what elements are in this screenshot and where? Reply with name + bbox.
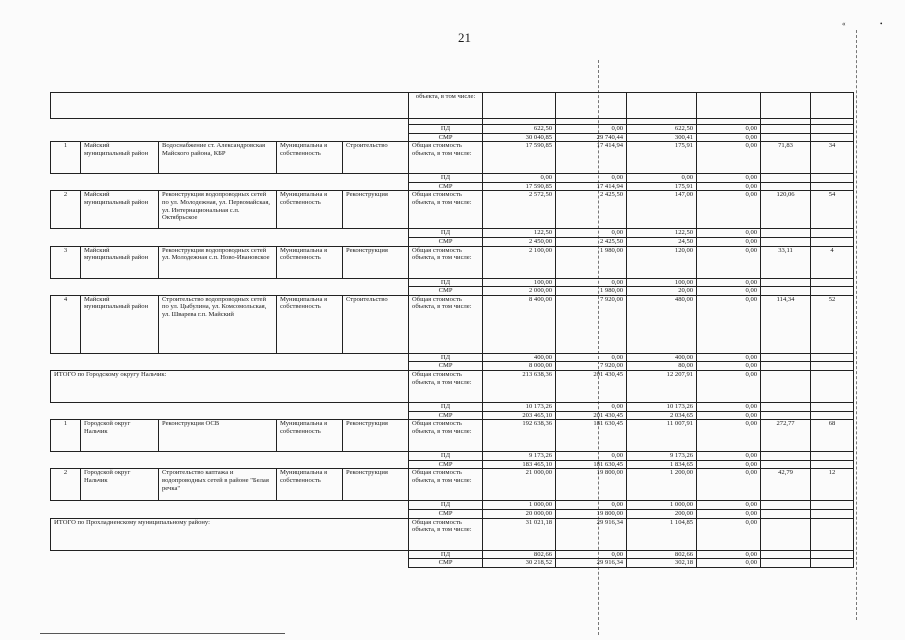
object-number: 3 xyxy=(51,246,81,278)
object-name: Строительство водопроводных сетей по ул. Цыбулина, ул. Комсомольская, ул. Шварева г.п. Майский xyxy=(159,295,277,353)
object-name: Реконструкция ОСВ xyxy=(159,420,277,452)
cell-municipal: 0,00 xyxy=(697,174,761,183)
cell-regional: 1 834,65 xyxy=(627,460,697,469)
smr-row xyxy=(51,559,854,568)
ownership: Муниципальна я собственность xyxy=(277,191,343,229)
pd-row xyxy=(51,550,854,559)
cell-municipal: 0,00 xyxy=(697,125,761,134)
work-type: СМР xyxy=(409,362,483,371)
cost-label: Общая стоимость объекта, в том числе: xyxy=(409,295,483,353)
object-row xyxy=(51,142,854,174)
work-type: СМР xyxy=(409,237,483,246)
cost-label: Общая стоимость объекта, в том числе: xyxy=(409,191,483,229)
cell-total: 8 000,00 xyxy=(483,362,556,371)
carry-over-row xyxy=(51,93,854,119)
object-name: Реконструкция водопроводных сетей ул. Молодежная с.п. Ново-Ивановское xyxy=(159,246,277,278)
cost-label: Общая стоимость объекта, в том числе: xyxy=(409,370,483,402)
work-kind: Реконструкция xyxy=(343,469,409,501)
section-total-row xyxy=(51,518,854,550)
cell-federal: 29 740,44 xyxy=(556,133,627,142)
cell-municipal: 0,00 xyxy=(697,550,761,559)
cell-total: 0,00 xyxy=(483,174,556,183)
cell-regional: 10 173,26 xyxy=(627,402,697,411)
work-type: ПД xyxy=(409,125,483,134)
cell-federal: 201 430,45 xyxy=(556,411,627,420)
object-number: 1 xyxy=(51,142,81,174)
municipality: Майский муниципальный район xyxy=(81,191,159,229)
object-number: 2 xyxy=(51,191,81,229)
cell-total: 30 040,85 xyxy=(483,133,556,142)
smr-row xyxy=(51,287,854,296)
work-type: ПД xyxy=(409,353,483,362)
pd-row xyxy=(51,353,854,362)
cell-municipal: 0,00 xyxy=(697,452,761,461)
object-row xyxy=(51,295,854,353)
section-total-label: ИТОГО по Прохладненскому муниципальному району: xyxy=(51,518,409,550)
cell-regional: 1 200,00 xyxy=(627,469,697,501)
carry-over-cost-label: объекта, в том числе: xyxy=(409,93,483,119)
cell-regional: 24,50 xyxy=(627,237,697,246)
capacity: 71,83 xyxy=(761,142,811,174)
cell-federal: 0,00 xyxy=(556,174,627,183)
cell-total: 100,00 xyxy=(483,278,556,287)
pd-row xyxy=(51,278,854,287)
work-type: СМР xyxy=(409,133,483,142)
pd-row xyxy=(51,501,854,510)
pd-row xyxy=(51,452,854,461)
cell-municipal: 0,00 xyxy=(697,518,761,550)
work-type: ПД xyxy=(409,452,483,461)
cell-municipal: 0,00 xyxy=(697,411,761,420)
cell-total: 2 450,00 xyxy=(483,237,556,246)
cell-total: 31 021,18 xyxy=(483,518,556,550)
cell-regional: 2 034,65 xyxy=(627,411,697,420)
work-type: СМР xyxy=(409,287,483,296)
cell-municipal: 0,00 xyxy=(697,295,761,353)
capacity: 114,34 xyxy=(761,295,811,353)
cell-municipal: 0,00 xyxy=(697,237,761,246)
cell-municipal: 0,00 xyxy=(697,559,761,568)
capacity: 272,77 xyxy=(761,420,811,452)
cell-municipal: 0,00 xyxy=(697,420,761,452)
cell-regional: 1 000,00 xyxy=(627,501,697,510)
cost-label: Общая стоимость объекта, в том числе: xyxy=(409,518,483,550)
work-type: ПД xyxy=(409,550,483,559)
margin-dashed-line xyxy=(856,30,857,620)
cell-total: 20 000,00 xyxy=(483,509,556,518)
cell-municipal: 0,00 xyxy=(697,460,761,469)
population: 54 xyxy=(811,191,854,229)
smr-row xyxy=(51,509,854,518)
cell-regional: 120,00 xyxy=(627,246,697,278)
carry-over-pd-row xyxy=(51,125,854,134)
municipality: Майский муниципальный район xyxy=(81,142,159,174)
cost-label: Общая стоимость объекта, в том числе: xyxy=(409,469,483,501)
ownership: Муниципальна я собственность xyxy=(277,420,343,452)
object-name: Водоснабжение ст. Александровская Майского района, КБР xyxy=(159,142,277,174)
cell-municipal: 0,00 xyxy=(697,182,761,191)
carry-over-smr-row xyxy=(51,133,854,142)
cell-municipal: 0,00 xyxy=(697,402,761,411)
cell-municipal: 0,00 xyxy=(697,501,761,510)
population: 4 xyxy=(811,246,854,278)
cell-federal: 181 630,45 xyxy=(556,460,627,469)
object-name: Строительство каптажа и водопроводных сетей в районе "Белая речка" xyxy=(159,469,277,501)
cell-federal: 19 800,00 xyxy=(556,509,627,518)
section-total-row xyxy=(51,370,854,402)
cell-municipal: 0,00 xyxy=(697,278,761,287)
cell-regional: 622,50 xyxy=(627,125,697,134)
cell-total: 2 100,00 xyxy=(483,246,556,278)
object-finance-table xyxy=(50,92,854,568)
cell-municipal: 0,00 xyxy=(697,246,761,278)
work-type: СМР xyxy=(409,559,483,568)
cell-municipal: 0,00 xyxy=(697,469,761,501)
cell-federal: 0,00 xyxy=(556,402,627,411)
carry-over-blank xyxy=(51,93,409,119)
cell-regional: 400,00 xyxy=(627,353,697,362)
smr-row xyxy=(51,362,854,371)
cell-total: 30 218,52 xyxy=(483,559,556,568)
smr-row xyxy=(51,182,854,191)
cell-federal: 29 916,34 xyxy=(556,518,627,550)
work-type: ПД xyxy=(409,174,483,183)
cell-regional: 11 007,91 xyxy=(627,420,697,452)
cell-municipal: 0,00 xyxy=(697,191,761,229)
table-body xyxy=(51,93,854,568)
cell-total: 2 572,50 xyxy=(483,191,556,229)
cell-federal: 29 916,34 xyxy=(556,559,627,568)
cell-federal: 0,00 xyxy=(556,353,627,362)
object-number: 4 xyxy=(51,295,81,353)
object-row xyxy=(51,191,854,229)
cell-regional: 0,00 xyxy=(627,174,697,183)
municipality: Майский муниципальный район xyxy=(81,246,159,278)
cell-municipal: 0,00 xyxy=(697,142,761,174)
cell-regional: 20,00 xyxy=(627,287,697,296)
work-kind: Реконструкция xyxy=(343,246,409,278)
cell-total: 2 000,00 xyxy=(483,287,556,296)
pd-row xyxy=(51,174,854,183)
cell-regional: 9 173,26 xyxy=(627,452,697,461)
work-type: СМР xyxy=(409,509,483,518)
cell-regional: 122,50 xyxy=(627,229,697,238)
cell-total: 802,66 xyxy=(483,550,556,559)
work-type: ПД xyxy=(409,229,483,238)
cell-total: 10 173,26 xyxy=(483,402,556,411)
cell-federal: 17 414,94 xyxy=(556,142,627,174)
work-type: СМР xyxy=(409,182,483,191)
bottom-rule xyxy=(40,633,285,634)
cell-federal: 7 920,00 xyxy=(556,362,627,371)
cell-federal: 2 425,50 xyxy=(556,191,627,229)
cell-regional: 80,00 xyxy=(627,362,697,371)
cell-municipal: 0,00 xyxy=(697,509,761,518)
cell-regional: 300,41 xyxy=(627,133,697,142)
population: 52 xyxy=(811,295,854,353)
cell-regional: 200,00 xyxy=(627,509,697,518)
cell-total: 21 000,00 xyxy=(483,469,556,501)
municipality: Городской округ Нальчик xyxy=(81,469,159,501)
cell-total: 17 590,85 xyxy=(483,142,556,174)
capacity: 33,11 xyxy=(761,246,811,278)
cell-regional: 175,91 xyxy=(627,142,697,174)
object-row xyxy=(51,246,854,278)
cell-regional: 302,18 xyxy=(627,559,697,568)
corner-mark-left: « xyxy=(842,20,846,28)
capacity: 120,06 xyxy=(761,191,811,229)
cell-federal: 17 414,94 xyxy=(556,182,627,191)
cost-label: Общая стоимость объекта, в том числе: xyxy=(409,142,483,174)
ownership: Муниципальна я собственность xyxy=(277,142,343,174)
cell-total: 183 465,10 xyxy=(483,460,556,469)
cell-federal: 19 800,00 xyxy=(556,469,627,501)
ownership: Муниципальна я собственность xyxy=(277,469,343,501)
smr-row xyxy=(51,460,854,469)
pd-row xyxy=(51,402,854,411)
ownership: Муниципальна я собственность xyxy=(277,295,343,353)
cell-total: 192 638,36 xyxy=(483,420,556,452)
work-type: ПД xyxy=(409,402,483,411)
cell-total: 203 465,10 xyxy=(483,411,556,420)
cell-regional: 100,00 xyxy=(627,278,697,287)
cell-regional: 802,66 xyxy=(627,550,697,559)
object-name: Реконструкция водопроводных сетей по ул. Молодежная, ул. Первомайская, ул. Интернациональная с.п. Октябрьское xyxy=(159,191,277,229)
cost-label: Общая стоимость объекта, в том числе: xyxy=(409,420,483,452)
cell-federal: 7 920,00 xyxy=(556,295,627,353)
corner-mark-right: • xyxy=(880,20,883,28)
cell-municipal: 0,00 xyxy=(697,229,761,238)
cell-municipal: 0,00 xyxy=(697,133,761,142)
cell-regional: 147,00 xyxy=(627,191,697,229)
work-type: ПД xyxy=(409,501,483,510)
object-number: 1 xyxy=(51,420,81,452)
pd-row xyxy=(51,229,854,238)
cell-federal: 1 980,00 xyxy=(556,246,627,278)
population: 12 xyxy=(811,469,854,501)
section-total-label: ИТОГО по Городскому округу Нальчик: xyxy=(51,370,409,402)
cell-total: 400,00 xyxy=(483,353,556,362)
smr-row xyxy=(51,411,854,420)
cell-total: 122,50 xyxy=(483,229,556,238)
cell-federal: 0,00 xyxy=(556,229,627,238)
object-row xyxy=(51,469,854,501)
cell-regional: 480,00 xyxy=(627,295,697,353)
cell-regional: 1 104,85 xyxy=(627,518,697,550)
population: 34 xyxy=(811,142,854,174)
work-kind: Строительство xyxy=(343,142,409,174)
cell-federal: 0,00 xyxy=(556,125,627,134)
page-number: 21 xyxy=(458,30,471,45)
cell-total: 9 173,26 xyxy=(483,452,556,461)
work-kind: Реконструкция xyxy=(343,191,409,229)
work-type: ПД xyxy=(409,278,483,287)
cell-total: 17 590,85 xyxy=(483,182,556,191)
work-type: СМР xyxy=(409,460,483,469)
work-kind: Реконструкция xyxy=(343,420,409,452)
municipality: Городской округ Нальчик xyxy=(81,420,159,452)
cost-label: Общая стоимость объекта, в том числе: xyxy=(409,246,483,278)
smr-row xyxy=(51,237,854,246)
cell-federal: 0,00 xyxy=(556,452,627,461)
cell-municipal: 0,00 xyxy=(697,353,761,362)
cell-total: 8 400,00 xyxy=(483,295,556,353)
cell-total: 1 000,00 xyxy=(483,501,556,510)
work-kind: Строительство xyxy=(343,295,409,353)
work-type: СМР xyxy=(409,411,483,420)
cell-federal: 2 425,50 xyxy=(556,237,627,246)
cell-municipal: 0,00 xyxy=(697,370,761,402)
population: 68 xyxy=(811,420,854,452)
municipality: Майский муниципальный район xyxy=(81,295,159,353)
object-number: 2 xyxy=(51,469,81,501)
cell-federal: 201 430,45 xyxy=(556,370,627,402)
cell-regional: 175,91 xyxy=(627,182,697,191)
capacity: 42,79 xyxy=(761,469,811,501)
cell-federal: 0,00 xyxy=(556,501,627,510)
cell-municipal: 0,00 xyxy=(697,287,761,296)
cell-federal: 181 630,45 xyxy=(556,420,627,452)
cell-municipal: 0,00 xyxy=(697,362,761,371)
cell-total: 213 638,36 xyxy=(483,370,556,402)
ownership: Муниципальна я собственность xyxy=(277,246,343,278)
cell-federal: 0,00 xyxy=(556,550,627,559)
object-row xyxy=(51,420,854,452)
cell-regional: 12 207,91 xyxy=(627,370,697,402)
cell-total: 622,50 xyxy=(483,125,556,134)
cell-federal: 0,00 xyxy=(556,278,627,287)
cell-federal: 1 980,00 xyxy=(556,287,627,296)
